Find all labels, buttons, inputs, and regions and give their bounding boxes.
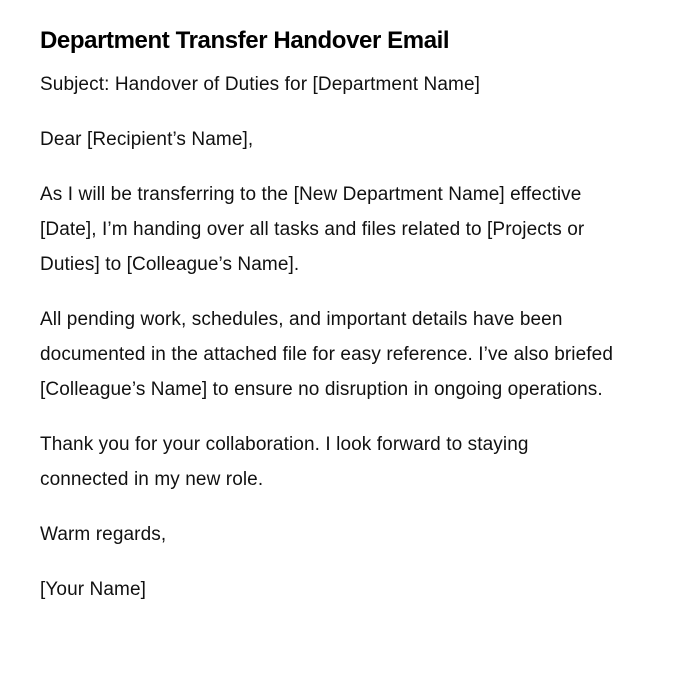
document-title: Department Transfer Handover Email xyxy=(40,27,450,54)
email-subject: Subject: Handover of Duties for [Department Name] xyxy=(40,74,480,95)
email-signature: [Your Name] xyxy=(40,579,147,600)
email-paragraph-transfer: As I will be transferring to the [New Department Name] effective [Date], I’m handing over all tasks and files related to [Projects or Duties] to [Colleague’s Name]. xyxy=(40,184,585,275)
email-greeting: Dear [Recipient’s Name], xyxy=(40,129,254,150)
email-paragraph-pending-work: All pending work, schedules, and important details have been documented in the attached file for easy reference. I’ve also briefed [Colleague’s Name] to ensure no disruption in ongoing operations. xyxy=(40,309,614,400)
email-paragraph-thanks: Thank you for your collaboration. I look forward to staying connected in my new role. xyxy=(40,434,529,490)
email-closing: Warm regards, xyxy=(40,524,167,545)
